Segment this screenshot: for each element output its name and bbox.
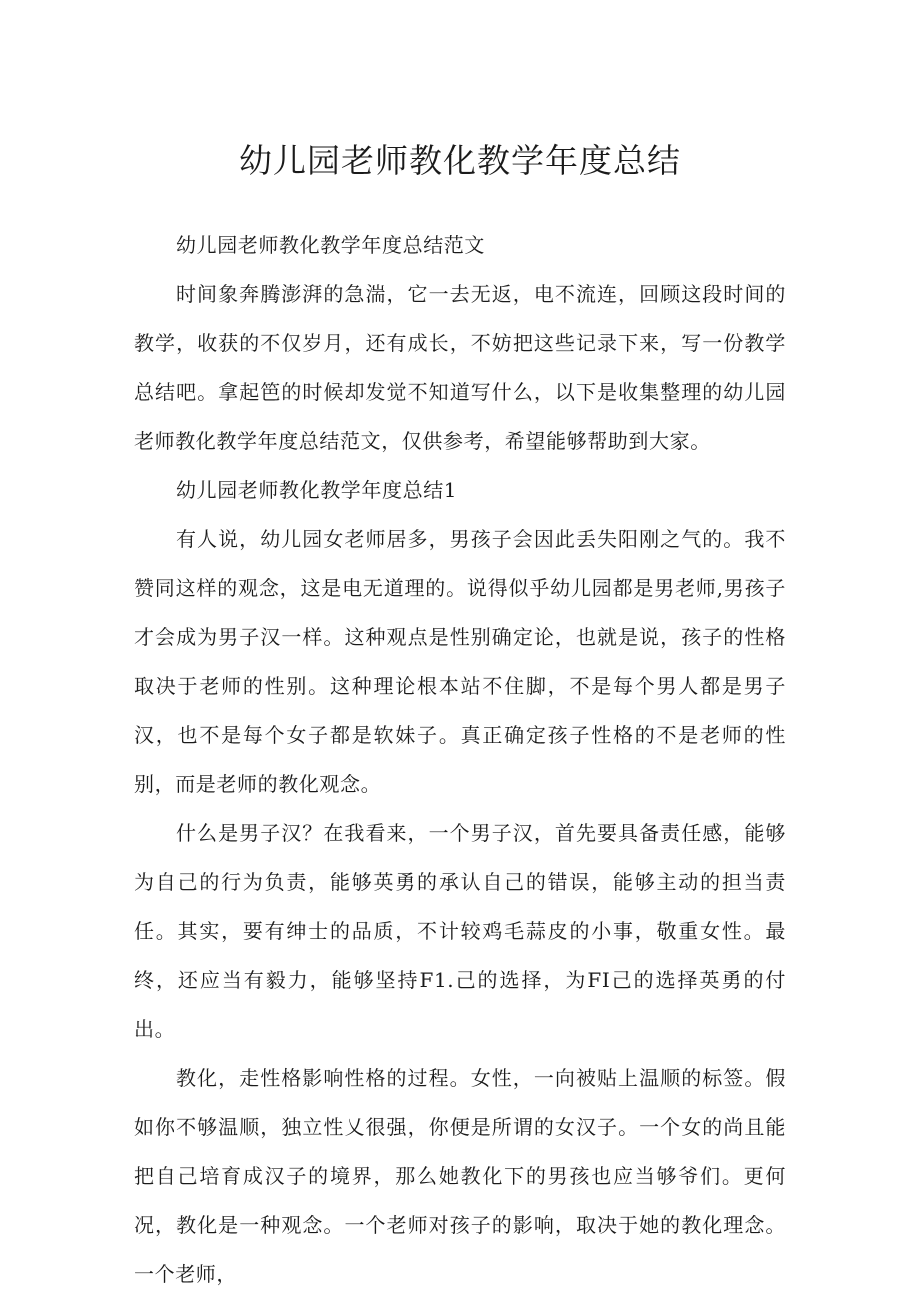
paragraph-body: 教化，走性格影响性格的过程。女性，一向被贴上温顺的标签。假如你不够温顺，独立性乂很强，你便是所谓的女汉子。一个女的尚且能把自己培育成汉子的境界，那么她教化下的男孩也应当够爷们。更何况，教化是一种观念。一个老师对孩子的影响，取决于她的教化理念。一个老师， bbox=[134, 1066, 786, 1286]
document-title: 幼儿园老师教化教学年度总结 bbox=[239, 141, 681, 180]
paragraph-subtitle: 幼儿园老师教化教学年度总结范文 bbox=[176, 233, 485, 257]
document-body bbox=[134, 221, 786, 1299]
paragraph-section-heading: 幼儿园老师教化教学年度总结1 bbox=[176, 478, 458, 502]
paragraph-body: 什么是男子汉？在我看来，一个男子汉，首先要具备责任感，能够为自己的行为负责，能够英勇的承认自己的错误，能够主动的担当责任。其实，要有绅士的品质，不计较鸡毛蒜皮的小事，敬重女性。最终，还应当有毅力，能够坚持F1.己的选择，为FI己的选择英勇的付出。 bbox=[134, 821, 786, 1041]
paragraph-body: 有人说，幼儿园女老师居多，男孩子会因此丢失阳刚之气的。我不赞同这样的观念，这是电无道理的。说得似乎幼儿园都是男老师,男孩子才会成为男子汉一样。这种观点是性别确定论，也就是说，孩子的性格取决于老师的性别。这种理论根本站不住脚，不是每个男人都是男子汉，也不是每个女子都是软妹子。真正确定孩子性格的不是老师的性别，而是老师的教化观念。 bbox=[134, 527, 786, 796]
paragraph-intro: 时间象奔腾澎湃的急湍，它一去无返，电不流连，回顾这段时间的教学，收获的不仅岁月，还有成长，不妨把这些记录下来，写一份教学总结吧。拿起笆的时候却发觉不知道写什么，以下是收集整理的幼儿园老师教化教学年度总结范文，仅供参考，希望能够帮助到大家。 bbox=[134, 282, 786, 453]
